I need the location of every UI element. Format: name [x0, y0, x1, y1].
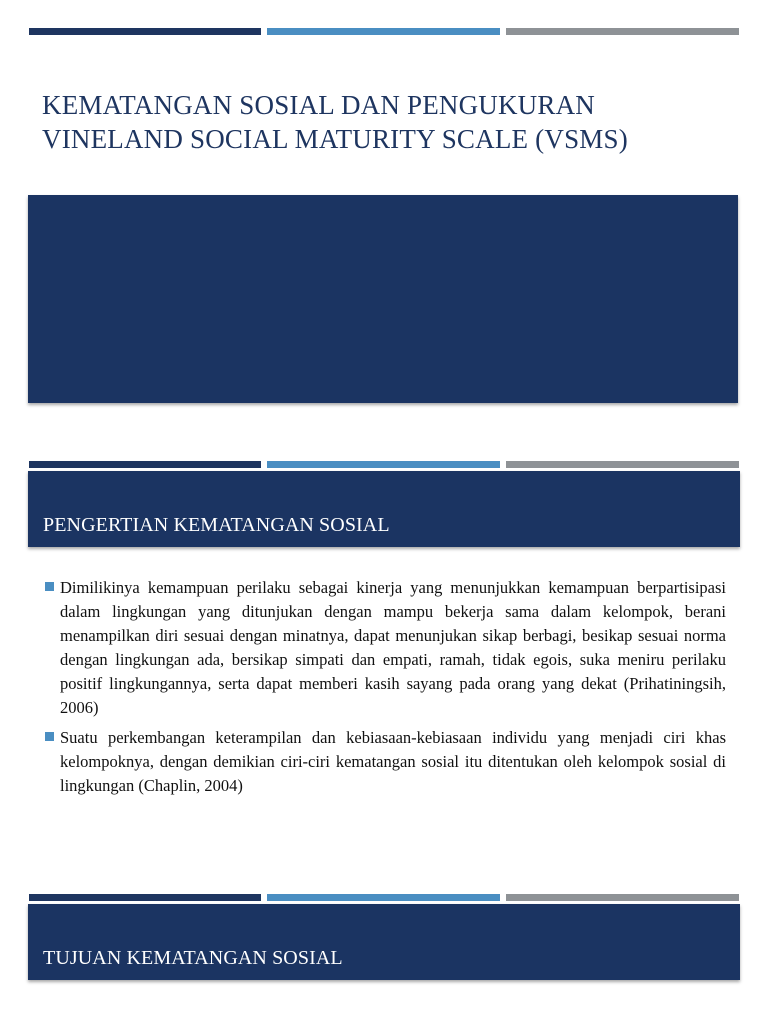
accent-bar-blue: [267, 461, 500, 468]
accent-bar-blue: [267, 894, 500, 901]
accent-bar-navy: [29, 28, 261, 35]
accent-bar-gray: [506, 28, 739, 35]
accent-bar-gray: [506, 894, 739, 901]
bullet-text: Suatu perkembangan keterampilan dan kebiasaan-kebiasaan individu yang menjadi ciri khas kelompoknya, dengan demikian ciri-ciri kematangan sosial itu ditentukan oleh kelompok sosial di lingkungan (Chaplin, 2004): [60, 728, 726, 795]
slide2-bullet-list: [44, 576, 726, 804]
bullet-item: [44, 726, 726, 798]
slide3-heading: TUJUAN KEMATANGAN SOSIAL: [43, 947, 343, 969]
bullet-square-icon: [45, 732, 54, 741]
accent-bar-navy: [29, 461, 261, 468]
slide1-accent-bars: [29, 28, 739, 35]
accent-bar-blue: [267, 28, 500, 35]
bullet-text: Dimilikinya kemampuan perilaku sebagai kinerja yang menunjukkan kemampuan berpartisipasi dalam lingkungan yang ditunjukan dengan mampu bekerja sama dalam kelompok, berani menampilkan diri sesuai dengan minatnya, dapat menunjukan sikap berbagi, besikap sesuai norma dengan lingkungan ada, bersikap simpati dan empati, ramah, tidak egois, suka meniru perilaku positif lingkungannya, serta dapat memberi kasih sayang pada orang yang dekat (Prihatiningsih, 2006): [60, 578, 726, 717]
slide3-accent-bars: [29, 894, 739, 901]
accent-bar-navy: [29, 894, 261, 901]
slide1-title: [42, 88, 732, 156]
bullet-square-icon: [45, 582, 54, 591]
accent-bar-gray: [506, 461, 739, 468]
slide3-header: [28, 904, 740, 980]
slide2-accent-bars: [29, 461, 739, 468]
slide2-header: [28, 471, 740, 547]
bullet-item: [44, 576, 726, 720]
slide1-title-line1: KEMATANGAN SOSIAL DAN PENGUKURAN: [42, 90, 595, 120]
slide2-heading: PENGERTIAN KEMATANGAN SOSIAL: [43, 514, 390, 536]
slide1-title-line2: VINELAND SOCIAL MATURITY SCALE (VSMS): [42, 124, 628, 154]
slide1-subtitle-block: [28, 195, 738, 403]
